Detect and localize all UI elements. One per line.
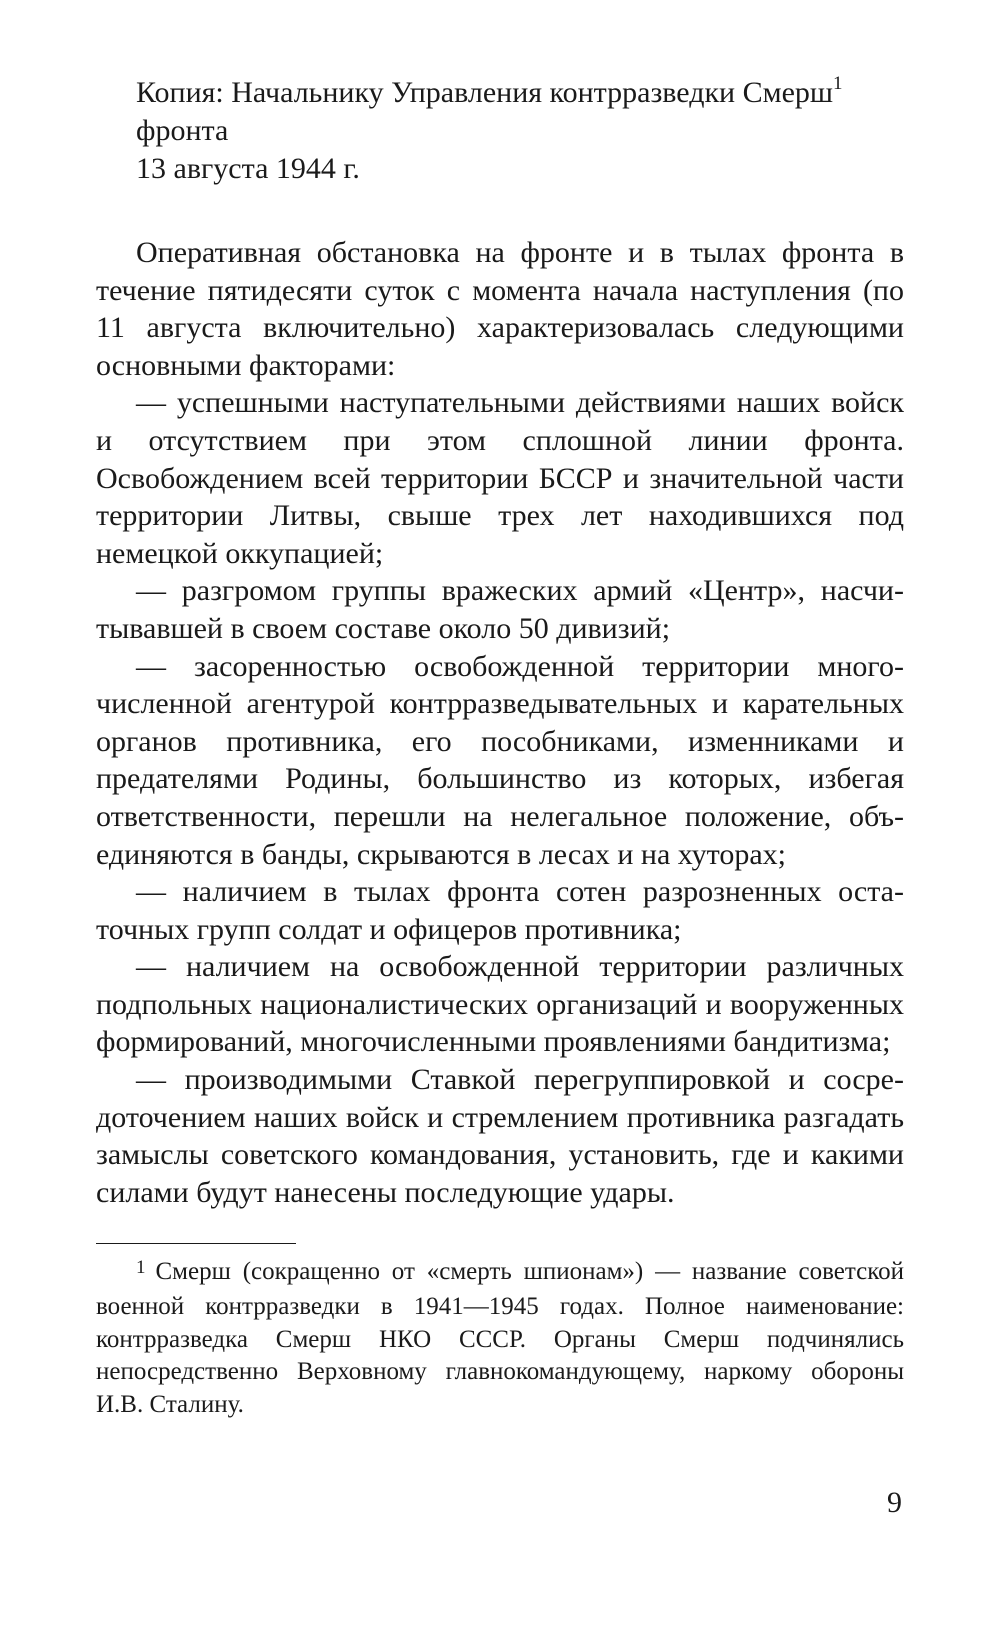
body-list-item: — успешными наступательными действиями наших войск и отсутствием при этом сплошной линии фронта. Освобождением всей территории БССР и значительной части территории Литвы, свыше трех лет находившихся под немецкой оккупацией; (96, 386, 904, 570)
document-body (96, 234, 904, 1211)
body-list-item: — засоренностью освобожденной территории многочисленной агентурой контрразведывательных и карательных органов противника, его пособниками, изменниками и предателями Родины, большинство из которых, избегая ответственности, перешли на нелегальное положение, объединяются в банды, скрываются в лесах и на хуторах; (96, 649, 904, 871)
footnote-reference: 1 (833, 73, 843, 94)
footnote-mark: 1 (136, 1257, 146, 1279)
document-header (96, 74, 904, 188)
body-list-item: — производимыми Ставкой перегруппировкой и сосредоточением наших войск и стремлением противника разгадать замыслы советского командования, установить, где и какими силами будут нанесены последующие удары. (96, 1063, 904, 1209)
page-number: 9 (887, 1486, 902, 1519)
header-addressee-continuation: фронта (136, 114, 229, 147)
header-addressee-text: Копия: Начальнику Управления контрразведки Смерш (136, 76, 834, 109)
body-intro-paragraph: Оперативная обстановка на фронте и в тылах фронта в течение пятидесяти суток с момента начала наступления (по 11 августа включительно) характеризовалась следующими основными факторами: (96, 236, 904, 382)
page-content (96, 74, 904, 1421)
footnote-text: Смерш (сокращенно от «смерть шпионам») — название советской военной контрразведки в 1941—1945 годах. Полное наименование: контрразведка Смерш НКО СССР. Органы Смерш подчинялись непосредственно Верховному главнокомандующему, наркому обороны И.В. Сталину. (96, 1258, 904, 1418)
header-addressee (136, 74, 904, 112)
footnote-divider (96, 1243, 296, 1244)
body-list-item: — наличием в тылах фронта сотен разрозненных остаточных групп солдат и офицеров противника; (96, 875, 904, 946)
body-list-item: — наличием на освобожденной территории различных подпольных националистических организаций и вооруженных формирований, многочисленными проявлениями бандитизма; (96, 950, 904, 1059)
body-list-item: — разгромом группы вражеских армий «Центр», насчитывавшей в своем составе около 50 дивизий; (96, 574, 904, 645)
header-date: 13 августа 1944 г. (136, 152, 360, 185)
footnote (96, 1256, 904, 1421)
